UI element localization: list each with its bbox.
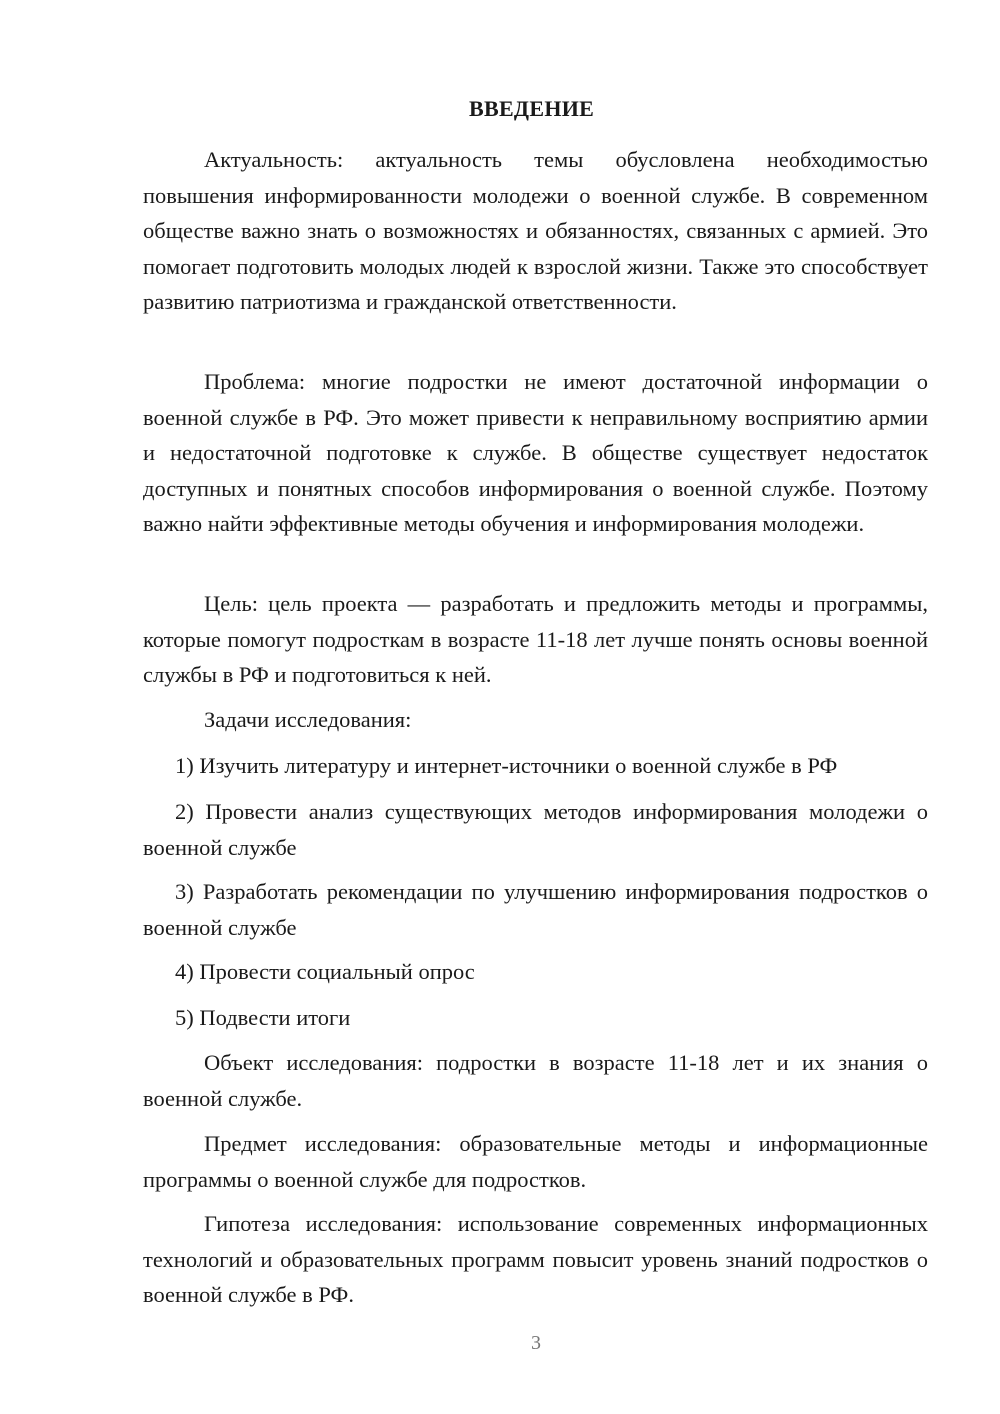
page-number: 3 [531, 1332, 541, 1354]
paragraph-subject: Предмет исследования: образовательные методы и информационные программы о военной службе для подростков. [143, 1131, 928, 1192]
section-title-text: ВВЕДЕНИЕ [469, 96, 595, 121]
task-item-3: 3) Разработать рекомендации по улучшению информирования подростков о военной службе [143, 879, 928, 940]
paragraph-object: Объект исследования: подростки в возрасте 11-18 лет и их знания о военной службе. [143, 1050, 928, 1111]
task-item-5: 5) Подвести итоги [175, 1005, 351, 1030]
paragraph-goal: Цель: цель проекта — разработать и предложить методы и программы, которые помогут подросткам в возрасте 11-18 лет лучше понять основы военной службы в РФ и подготовиться к ней. [143, 591, 928, 687]
paragraph-hypothesis: Гипотеза исследования: использование современных информационных технологий и образовательных программ повысит уровень знаний подростков о военной службе в РФ. [143, 1211, 928, 1307]
task-item-4: 4) Провести социальный опрос [175, 959, 475, 984]
task-item-1: 1) Изучить литературу и интернет-источники о военной службе в РФ [175, 753, 838, 778]
tasks-heading: Задачи исследования: [204, 707, 412, 732]
paragraph-problem: Проблема: многие подростки не имеют достаточной информации о военной службе в РФ. Это может привести к неправильному восприятию армии и недостаточной подготовке к службе. В обществе существует недостаток доступных и понятных способов информирования о военной службе. Поэтому важно найти эффективные методы обучения и информирования молодежи. [143, 369, 928, 536]
paragraph-actuality: Актуальность: актуальность темы обусловлена необходимостью повышения информированности молодежи о военной службе. В современном обществе важно знать о возможностях и обязанностях, связанных с армией. Это помогает подготовить молодых людей к взрослой жизни. Также это способствует развитию патриотизма и гражданской ответственности. [143, 147, 928, 314]
task-item-2: 2) Провести анализ существующих методов информирования молодежи о военной службе [143, 799, 928, 860]
